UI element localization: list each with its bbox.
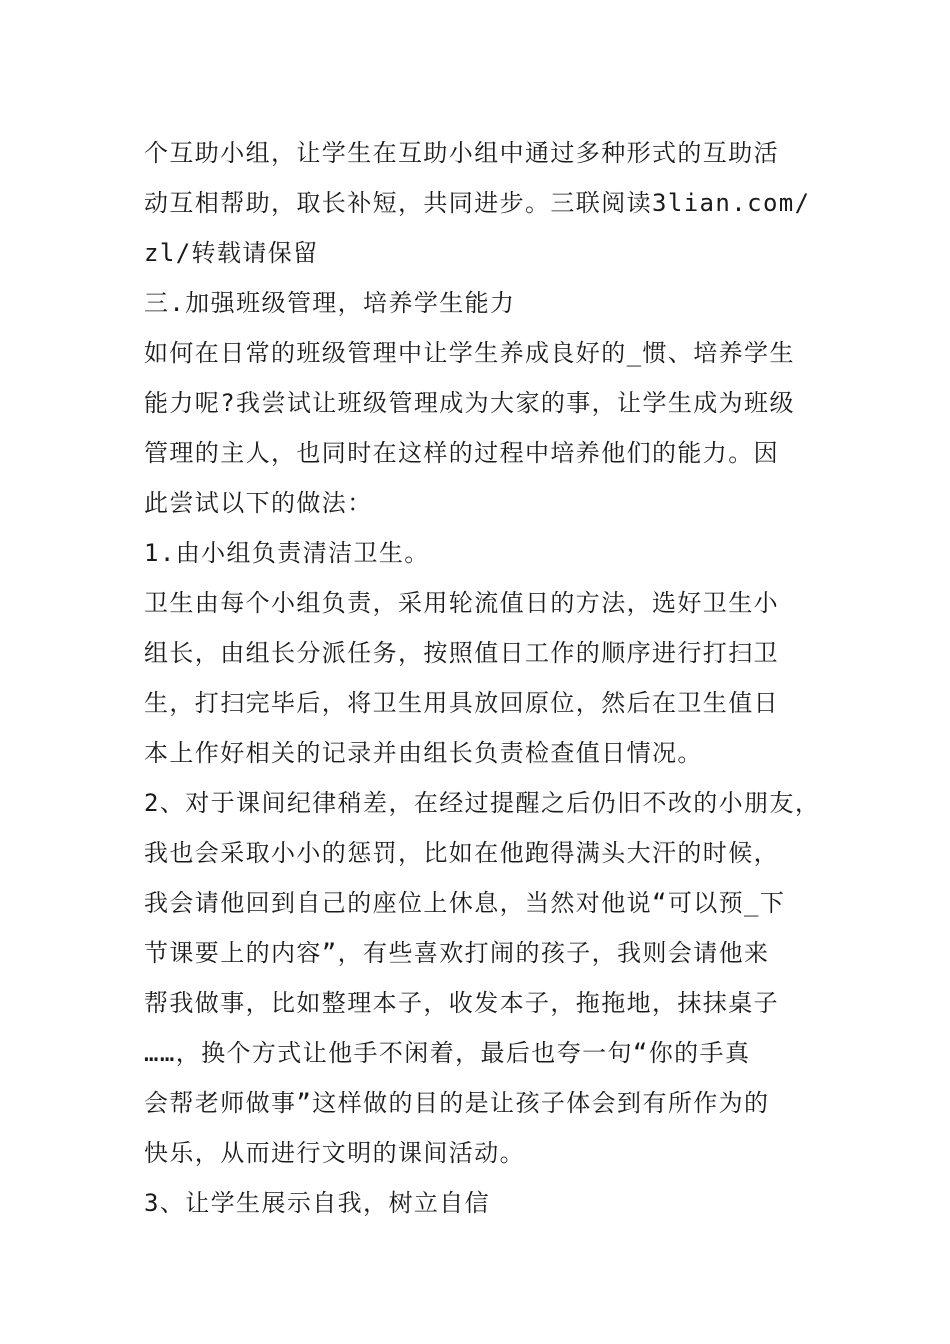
text-line-21: 快乐，从而进行文明的课间活动。: [144, 1139, 525, 1167]
list-item-2-line-1: 2、对于课间纪律稍差，在经过提醒之后仍旧不改的小朋友，: [144, 789, 821, 817]
text-line-2: 动互相帮助，取长补短，共同进步。三联阅读3lian.com/: [144, 189, 811, 217]
text-line-13: 本上作好相关的记录并由组长负责检查值日情况。: [144, 739, 703, 767]
text-line-7: 管理的主人，也同时在这样的过程中培养他们的能力。因: [144, 439, 779, 467]
text-line-20: 会帮老师做事”这样做的目的是让孩子体会到有所作为的: [144, 1089, 770, 1117]
text-line-19: ……，换个方式让他手不闲着，最后也夸一句“你的手真: [144, 1039, 751, 1067]
text-line-5: 如何在日常的班级管理中让学生养成良好的_惯、培养学生: [144, 339, 795, 367]
text-line-17: 节课要上的内容”，有些喜欢打闹的孩子，我则会请他来: [144, 939, 770, 967]
section-heading-3: 三.加强班级管理，培养学生能力: [144, 289, 516, 317]
text-line-15: 我也会采取小小的惩罚，比如在他跑得满头大汗的时候，: [144, 839, 779, 867]
text-line-16: 我会请他回到自己的座位上休息，当然对他说“可以预_下: [144, 889, 786, 917]
list-heading-1: 1.由小组负责清洁卫生。: [144, 539, 430, 567]
text-line-18: 帮我做事，比如整理本子，收发本子，拖拖地，抹抹桌子: [144, 989, 779, 1017]
text-line-6: 能力呢?我尝试让班级管理成为大家的事，让学生成为班级: [144, 389, 795, 417]
text-line-8: 此尝试以下的做法：: [144, 489, 373, 517]
list-item-3: 3、让学生展示自我，树立自信: [144, 1189, 491, 1217]
text-line-12: 生，打扫完毕后，将卫生用具放回原位，然后在卫生值日: [144, 689, 779, 717]
text-line-11: 组长，由组长分派任务，按照值日工作的顺序进行打扫卫: [144, 639, 779, 667]
text-line-10: 卫生由每个小组负责，采用轮流值日的方法，选好卫生小: [144, 589, 779, 617]
text-line-1: 个互助小组，让学生在互助小组中通过多种形式的互助活: [144, 139, 779, 167]
text-line-3: zl/转载请保留: [144, 239, 319, 267]
